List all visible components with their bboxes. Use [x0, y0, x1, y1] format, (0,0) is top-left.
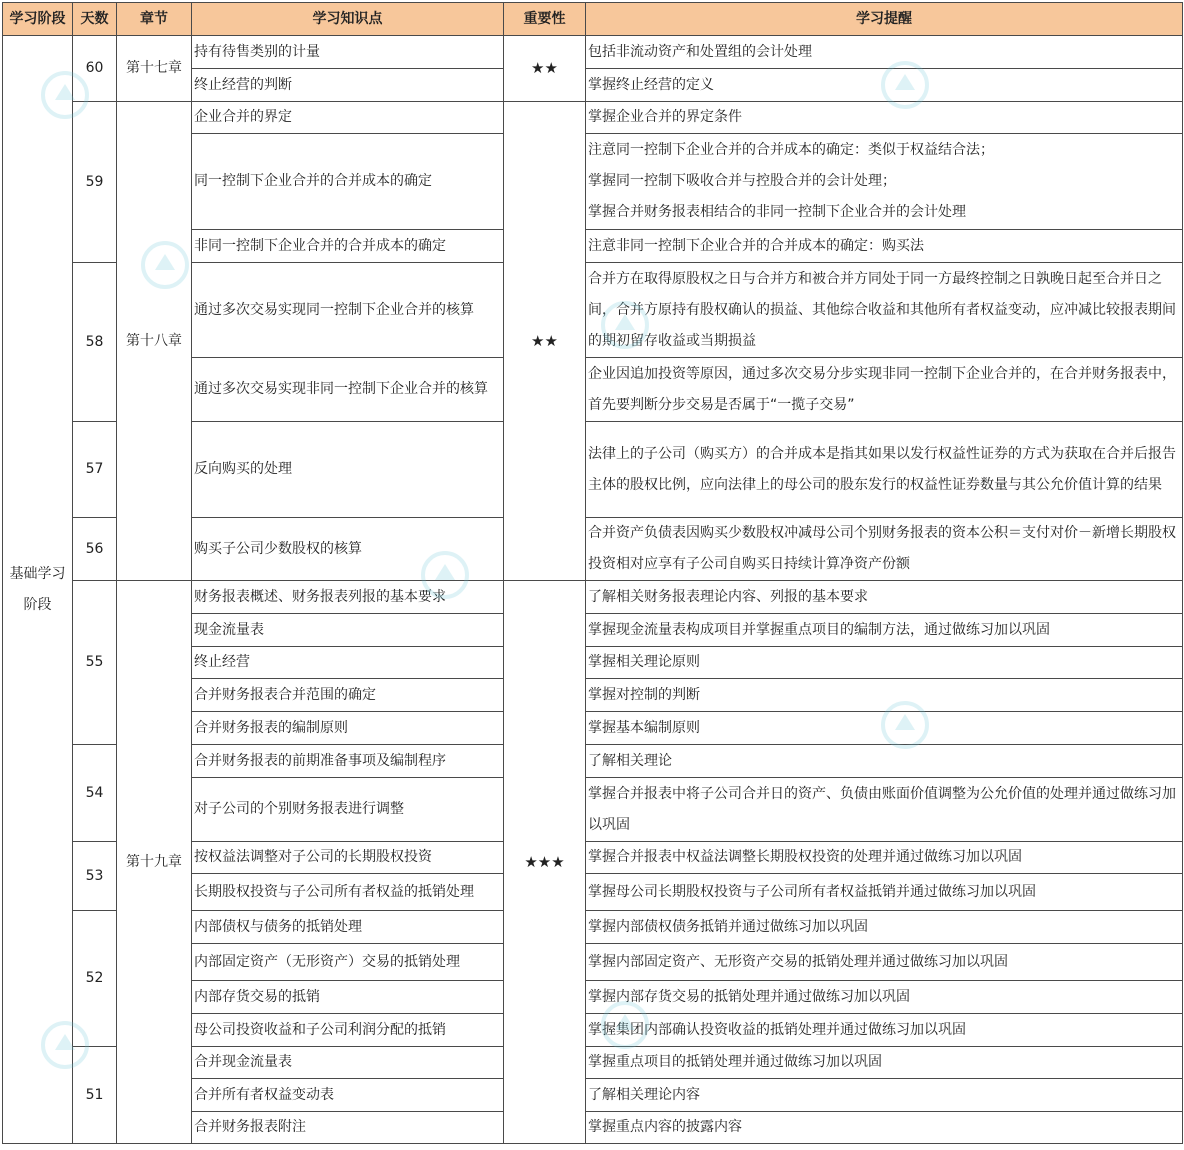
- tip-cell: 掌握现金流量表构成项目并掌握重点项目的编制方法，通过做练习加以巩固: [586, 614, 1183, 647]
- day-cell: 59: [73, 102, 117, 263]
- topic-cell: 内部存货交易的抵销: [192, 981, 504, 1014]
- tip-cell: 注意同一控制下企业合并的合并成本的确定：类似于权益结合法； 掌握同一控制下吸收合并与控股合并的会计处理； 掌握合并财务报表相结合的非同一控制下企业合并的会计处理: [586, 134, 1183, 230]
- header-tips: 学习提醒: [586, 3, 1183, 36]
- tip-cell: 掌握终止经营的定义: [586, 69, 1183, 102]
- tip-cell: 掌握重点内容的披露内容: [586, 1112, 1183, 1144]
- chapter-cell: 第十九章: [117, 581, 192, 1144]
- topic-cell: 合并财务报表的前期准备事项及编制程序: [192, 745, 504, 778]
- topic-cell: 母公司投资收益和子公司利润分配的抵销: [192, 1014, 504, 1047]
- topic-cell: 持有待售类别的计量: [192, 36, 504, 69]
- tip-cell: 掌握母公司长期股权投资与子公司所有者权益抵销并通过做练习加以巩固: [586, 874, 1183, 911]
- topic-cell: 财务报表概述、财务报表列报的基本要求: [192, 581, 504, 614]
- day-cell: 57: [73, 422, 117, 518]
- topic-cell: 对子公司的个别财务报表进行调整: [192, 778, 504, 842]
- study-plan-table: [2, 2, 1183, 1144]
- tip-cell: 掌握内部存货交易的抵销处理并通过做练习加以巩固: [586, 981, 1183, 1014]
- topic-cell: 内部固定资产（无形资产）交易的抵销处理: [192, 944, 504, 981]
- topic-cell: 合并财务报表的编制原则: [192, 712, 504, 745]
- tip-cell: 包括非流动资产和处置组的会计处理: [586, 36, 1183, 69]
- tip-cell: 了解相关理论内容: [586, 1079, 1183, 1112]
- day-cell: 58: [73, 263, 117, 422]
- header-days: 天数: [73, 3, 117, 36]
- chapter-cell: 第十七章: [117, 36, 192, 102]
- tip-cell: 掌握合并报表中权益法调整长期股权投资的处理并通过做练习加以巩固: [586, 842, 1183, 874]
- table-row: [3, 581, 1183, 614]
- header-row: [3, 3, 1183, 36]
- topic-cell: 终止经营: [192, 647, 504, 679]
- tip-cell: 掌握对控制的判断: [586, 679, 1183, 712]
- topic-cell: 合并财务报表附注: [192, 1112, 504, 1144]
- topic-cell: 终止经营的判断: [192, 69, 504, 102]
- topic-cell: 现金流量表: [192, 614, 504, 647]
- topic-cell: 内部债权与债务的抵销处理: [192, 911, 504, 944]
- day-cell: 51: [73, 1047, 117, 1144]
- tip-cell: 掌握基本编制原则: [586, 712, 1183, 745]
- tip-cell: 注意非同一控制下企业合并的合并成本的确定：购买法: [586, 230, 1183, 263]
- tip-cell: 掌握内部固定资产、无形资产交易的抵销处理并通过做练习加以巩固: [586, 944, 1183, 981]
- topic-cell: 合并财务报表合并范围的确定: [192, 679, 504, 712]
- day-cell: 53: [73, 842, 117, 911]
- day-cell: 54: [73, 745, 117, 842]
- tip-cell: 掌握内部债权债务抵销并通过做练习加以巩固: [586, 911, 1183, 944]
- topic-cell: 通过多次交易实现同一控制下企业合并的核算: [192, 263, 504, 358]
- tip-cell: 合并方在取得原股权之日与合并方和被合并方同处于同一方最终控制之日孰晚日起至合并日之间，合并方原持有股权确认的损益、其他综合收益和其他所有者权益变动，应冲减比较报表期间的期初留存收益或当期损益: [586, 263, 1183, 358]
- header-stage: 学习阶段: [3, 3, 73, 36]
- day-cell: 60: [73, 36, 117, 102]
- tip-cell: 掌握相关理论原则: [586, 647, 1183, 679]
- tip-cell: 法律上的子公司（购买方）的合并成本是指其如果以发行权益性证券的方式为获取在合并后报告主体的股权比例，应向法律上的母公司的股东发行的权益性证券数量与其公允价值计算的结果: [586, 422, 1183, 518]
- topic-cell: 企业合并的界定: [192, 102, 504, 134]
- tip-cell: 掌握合并报表中将子公司合并日的资产、负债由账面价值调整为公允价值的处理并通过做练习加以巩固: [586, 778, 1183, 842]
- topic-cell: 同一控制下企业合并的合并成本的确定: [192, 134, 504, 230]
- tip-cell: 掌握企业合并的界定条件: [586, 102, 1183, 134]
- table-row: [3, 36, 1183, 69]
- stage-cell: 基础学习 阶段: [3, 36, 73, 1144]
- chapter-cell: 第十八章: [117, 102, 192, 581]
- topic-cell: 合并所有者权益变动表: [192, 1079, 504, 1112]
- importance-cell: ★★: [504, 36, 586, 102]
- header-topic: 学习知识点: [192, 3, 504, 36]
- tip-cell: 了解相关理论: [586, 745, 1183, 778]
- topic-cell: 通过多次交易实现非同一控制下企业合并的核算: [192, 358, 504, 422]
- header-importance: 重要性: [504, 3, 586, 36]
- day-cell: 52: [73, 911, 117, 1047]
- day-cell: 56: [73, 518, 117, 581]
- importance-cell: ★★★: [504, 581, 586, 1144]
- topic-cell: 购买子公司少数股权的核算: [192, 518, 504, 581]
- tip-cell: 掌握集团内部确认投资收益的抵销处理并通过做练习加以巩固: [586, 1014, 1183, 1047]
- header-chapter: 章节: [117, 3, 192, 36]
- tip-cell: 掌握重点项目的抵销处理并通过做练习加以巩固: [586, 1047, 1183, 1079]
- topic-cell: 反向购买的处理: [192, 422, 504, 518]
- topic-cell: 非同一控制下企业合并的合并成本的确定: [192, 230, 504, 263]
- topic-cell: 按权益法调整对子公司的长期股权投资: [192, 842, 504, 874]
- importance-cell: ★★: [504, 102, 586, 581]
- topic-cell: 合并现金流量表: [192, 1047, 504, 1079]
- topic-cell: 长期股权投资与子公司所有者权益的抵销处理: [192, 874, 504, 911]
- tip-cell: 了解相关财务报表理论内容、列报的基本要求: [586, 581, 1183, 614]
- tip-cell: 企业因追加投资等原因，通过多次交易分步实现非同一控制下企业合并的，在合并财务报表中，首先要判断分步交易是否属于“一揽子交易”: [586, 358, 1183, 422]
- day-cell: 55: [73, 581, 117, 745]
- table-row: [3, 102, 1183, 134]
- tip-cell: 合并资产负债表因购买少数股权冲减母公司个别财务报表的资本公积＝支付对价－新增长期股权投资相对应享有子公司自购买日持续计算净资产份额: [586, 518, 1183, 581]
